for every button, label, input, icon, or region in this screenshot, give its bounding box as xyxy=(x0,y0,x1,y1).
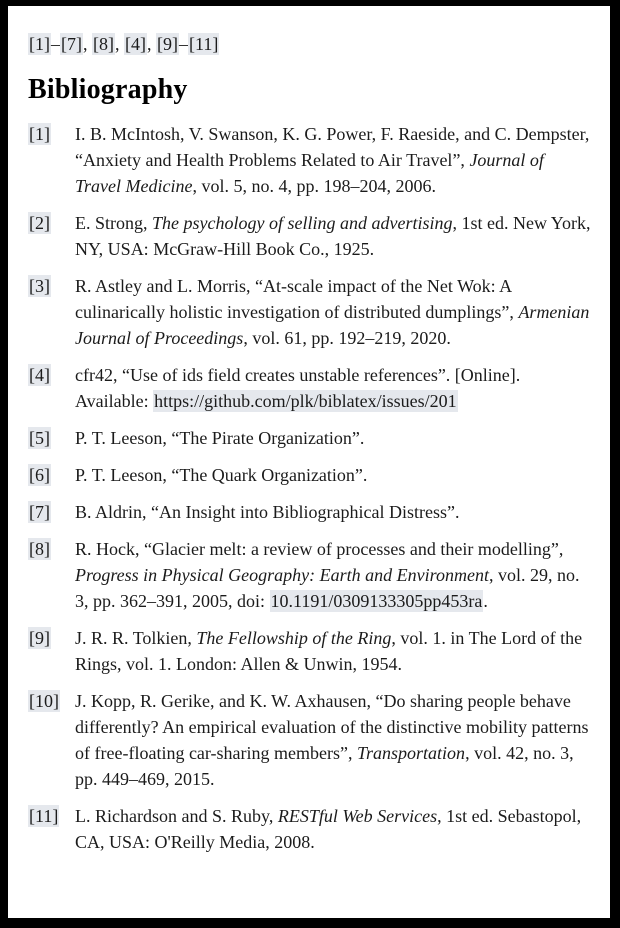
entry-label-column xyxy=(28,499,75,525)
citation-ref[interactable]: [1] xyxy=(29,34,50,54)
entry-label-column xyxy=(28,210,75,236)
entry-label[interactable]: [10] xyxy=(29,691,59,711)
text-run: , vol. 61, pp. 192–219, 2020. xyxy=(243,328,451,348)
text-run: , 1st ed. New York, NY, USA: McGraw-Hill Book Co., 1925. xyxy=(75,213,591,259)
italic-title: Transportation xyxy=(357,743,466,763)
text-run: E. Strong, xyxy=(75,213,153,233)
text-run: , xyxy=(115,34,124,54)
bibliography-entry xyxy=(28,688,594,792)
citation-ref[interactable]: [7] xyxy=(61,34,82,54)
entry-label[interactable]: [6] xyxy=(29,465,50,485)
entry-label-column xyxy=(28,625,75,651)
entry-text xyxy=(75,536,594,614)
bibliography-entry xyxy=(28,462,594,488)
entry-label-column xyxy=(28,688,75,714)
entry-text xyxy=(75,625,594,677)
italic-title: RESTful Web Services xyxy=(277,806,438,826)
entry-label[interactable]: [3] xyxy=(29,276,50,296)
entry-text xyxy=(75,688,594,792)
bibliography-list xyxy=(28,121,594,855)
citation-ref[interactable]: [11] xyxy=(189,34,219,54)
bibliography-entry xyxy=(28,121,594,199)
entry-text xyxy=(75,425,594,451)
bibliography-entry xyxy=(28,210,594,262)
text-run: , xyxy=(147,34,156,54)
bibliography-entry xyxy=(28,625,594,677)
bibliography-entry xyxy=(28,536,594,614)
entry-label-column xyxy=(28,425,75,451)
text-run: , vol. 5, no. 4, pp. 198–204, 2006. xyxy=(192,176,436,196)
bibliography-entry xyxy=(28,425,594,451)
citation-ref[interactable]: [4] xyxy=(125,34,146,54)
citation-ref[interactable]: [9] xyxy=(157,34,178,54)
text-run: P. T. Leeson, “The Pirate Organization”. xyxy=(75,428,365,448)
bibliography-entry xyxy=(28,803,594,855)
entry-text xyxy=(75,803,594,855)
entry-label-column xyxy=(28,273,75,299)
text-run: , xyxy=(83,34,92,54)
entry-label[interactable]: [11] xyxy=(29,806,59,826)
text-run: cfr42, “Use of ids field creates unstable references”. [Online]. Available: xyxy=(75,365,521,411)
text-run: . xyxy=(483,591,488,611)
italic-title: The Fellowship of the Ring xyxy=(196,628,392,648)
text-run: , vol. 42, no. 3, pp. 449–469, 2015. xyxy=(75,743,574,789)
text-run: – xyxy=(179,34,188,54)
entry-label-column xyxy=(28,121,75,147)
bibliography-entry xyxy=(28,362,594,414)
citation-ref[interactable]: [8] xyxy=(93,34,114,54)
entry-label[interactable]: [9] xyxy=(29,628,50,648)
entry-label[interactable]: [1] xyxy=(29,124,50,144)
italic-title: Armenian Journal of Proceedings xyxy=(75,302,590,348)
text-run: P. T. Leeson, “The Quark Organization”. xyxy=(75,465,368,485)
inline-link[interactable]: https://github.com/plk/biblatex/issues/201 xyxy=(154,391,457,411)
document-page xyxy=(8,6,610,918)
text-run: , vol. 29, no. 3, pp. 362–391, 2005, doi: xyxy=(75,565,580,611)
text-run: J. R. R. Tolkien, xyxy=(75,628,197,648)
text-run: B. Aldrin, “An Insight into Bibliographical Distress”. xyxy=(75,502,460,522)
text-run: – xyxy=(51,34,60,54)
entry-label[interactable]: [7] xyxy=(29,502,50,522)
entry-label[interactable]: [8] xyxy=(29,539,50,559)
citation-line xyxy=(28,31,594,57)
italic-title: Progress in Physical Geography: Earth and Environment xyxy=(75,565,489,585)
entry-label-column xyxy=(28,362,75,388)
entry-text xyxy=(75,273,594,351)
inline-link[interactable]: 10.1191/0309133305pp453ra xyxy=(270,591,483,611)
entry-label[interactable]: [5] xyxy=(29,428,50,448)
entry-text xyxy=(75,462,594,488)
bibliography-entry xyxy=(28,499,594,525)
text-run: R. Astley and L. Morris, “At-scale impact of the Net Wok: A culinarically holistic investigation of distributed dumplings”, xyxy=(75,276,519,322)
italic-title: The psychology of selling and advertising xyxy=(152,213,453,233)
entry-text xyxy=(75,121,594,199)
text-run: L. Richardson and S. Ruby, xyxy=(75,806,278,826)
italic-title: Journal of Travel Medicine xyxy=(75,150,544,196)
entry-text xyxy=(75,362,594,414)
text-run: , vol. 1. in The Lord of the Rings, vol. 1. London: Allen & Unwin, 1954. xyxy=(75,628,583,674)
entry-text xyxy=(75,210,594,262)
text-run: R. Hock, “Glacier melt: a review of processes and their modelling”, xyxy=(75,539,564,559)
text-run: I. B. McIntosh, V. Swanson, K. G. Power, F. Raeside, and C. Dempster, “Anxiety and Health Problems Related to Air Travel”, xyxy=(75,124,590,170)
entry-label[interactable]: [2] xyxy=(29,213,50,233)
entry-label[interactable]: [4] xyxy=(29,365,50,385)
bibliography-entry xyxy=(28,273,594,351)
text-run: , 1st ed. Sebastopol, CA, USA: O'Reilly Media, 2008. xyxy=(75,806,582,852)
bibliography-heading: Bibliography xyxy=(28,74,188,105)
entry-label-column xyxy=(28,462,75,488)
entry-label-column xyxy=(28,536,75,562)
text-run: J. Kopp, R. Gerike, and K. W. Axhausen, “Do sharing people behave differently? An empirical evaluation of the distinctive mobility patterns of free-floating car-sharing members”, xyxy=(75,691,589,763)
entry-text xyxy=(75,499,594,525)
entry-label-column xyxy=(28,803,75,829)
